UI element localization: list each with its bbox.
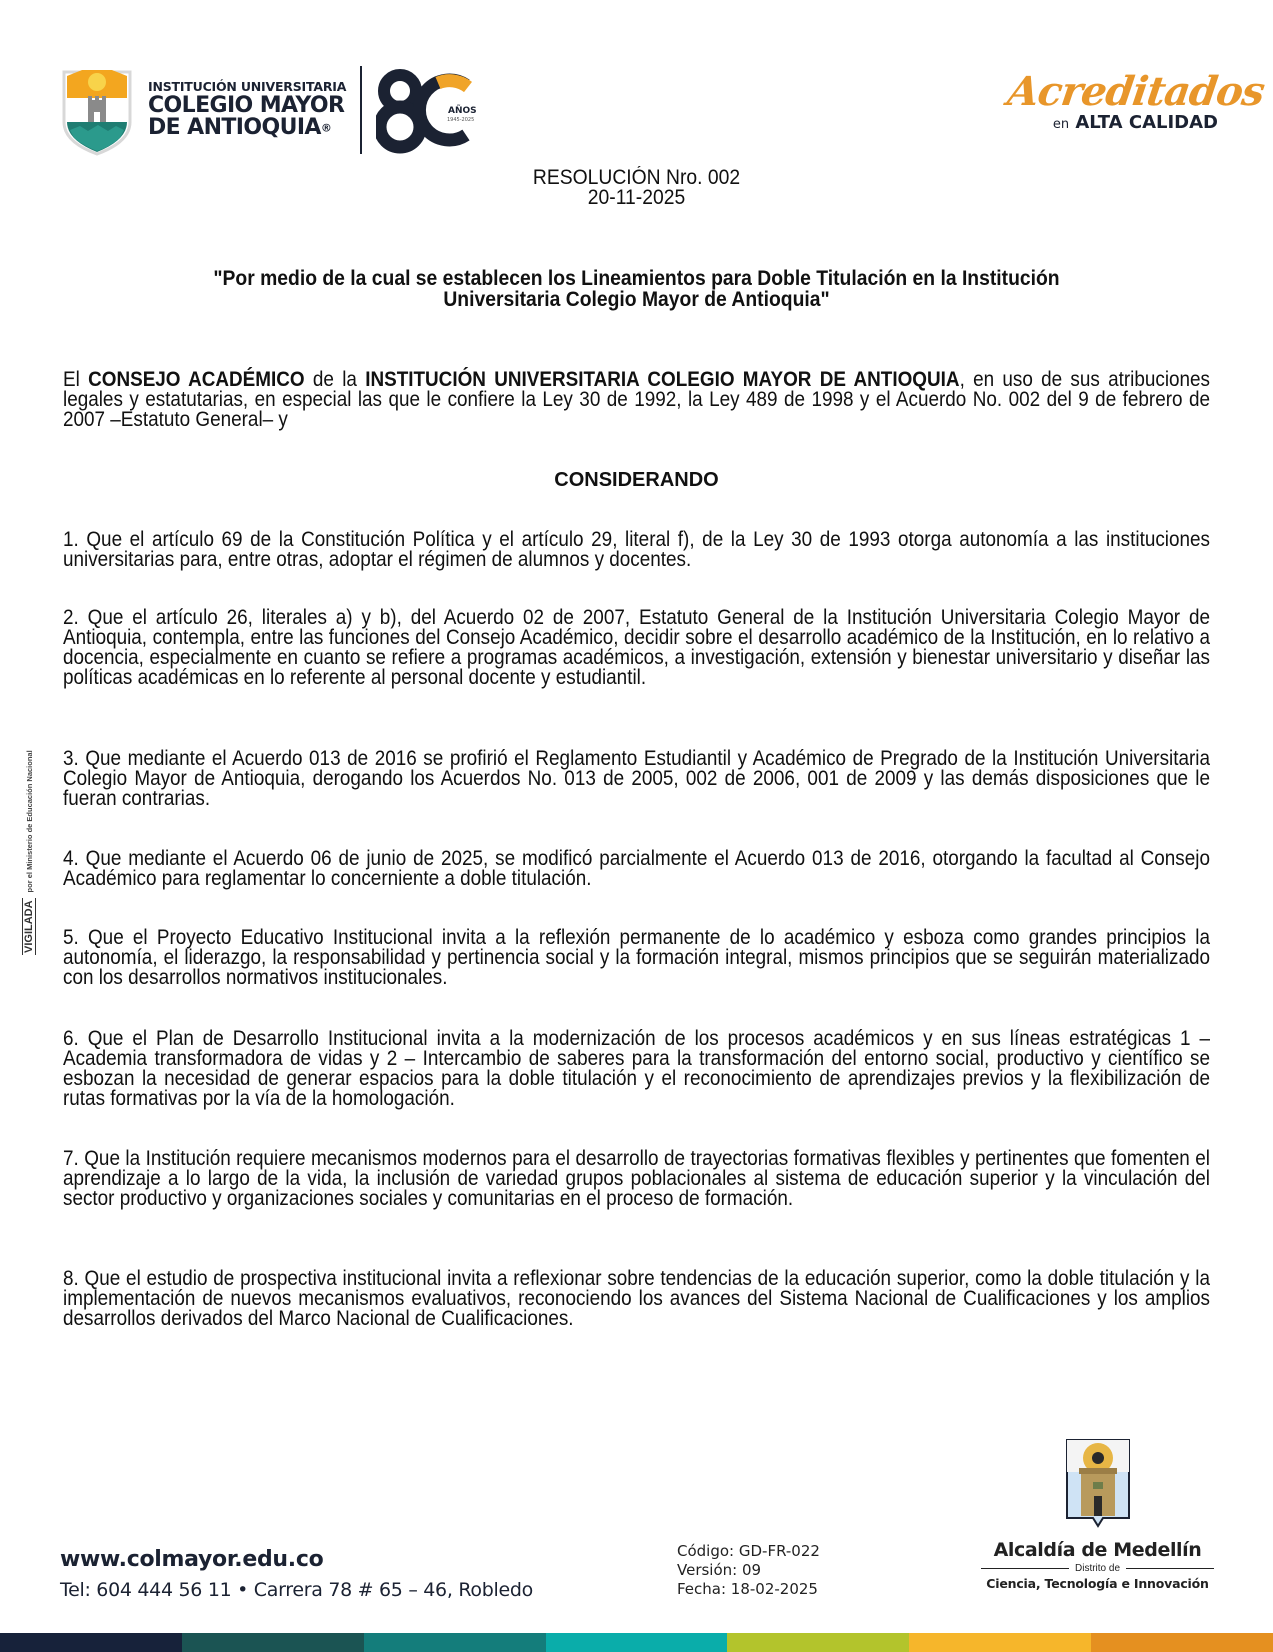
distrito-text: Distrito de <box>1075 1563 1121 1574</box>
resolution-header <box>51 168 1222 208</box>
footer-color-bar <box>0 1633 1273 1652</box>
consideration-1: 1. Que el artículo 69 de la Constitución Política y el artículo 29, literal f), de la Ley 30 de 1993 otorga autonomía a las instituciones universitarias para, entre otras, adoptar el régimen de alumnos y docentes. <box>63 528 1210 571</box>
registered-mark: ® <box>320 121 332 135</box>
divider-line <box>981 1568 1069 1569</box>
consideration-7: 7. Que la Institución requiere mecanismos modernos para el desarrollo de trayectorias formativas flexibles y pertinentes que fomenten el aprendizaje a lo largo de la vida, la inclusión de variedad grupos poblacionales al sistema de educación superior y la vinculación del sector productivo y organizaciones sociales y comunitarias en el proceso de formación. <box>63 1147 1210 1210</box>
resolution-title: RESOLUCIÓN Nro. 002 <box>532 166 741 189</box>
consideration-5: 5. Que el Proyecto Educativo Institucional invita a la reflexión permanente de lo académico y esboza como grandes principios la autonomía, el liderazgo, la responsabilidad y pertinencia social y la formación integral, mismos principios que se seguirán materializado con los desarrollos normativos institucionales. <box>63 926 1210 989</box>
consideration-3: 3. Que mediante el Acuerdo 013 de 2016 se profirió el Reglamento Estudiantil y Académico de Pregrado de la Institución Universitaria Colegio Mayor de Antioquia, derogando los Acuerdos No. 013 de 2005, 002 de 2006, 001 de 2009 y las demás disposiciones que le fueran contrarias. <box>63 747 1210 810</box>
accreditation-logo <box>1004 68 1268 152</box>
resolution-date: 20-11-2025 <box>587 186 686 209</box>
institution-logo <box>58 62 488 158</box>
intro-bold-consejo: CONSEJO ACADÉMICO <box>88 368 305 391</box>
intro-bold-institution: INSTITUCIÓN UNIVERSITARIA COLEGIO MAYOR DE ANTIOQUIA <box>365 368 960 391</box>
consideration-2: 2. Que el artículo 26, literales a) y b), del Acuerdo 02 de 2007, Estatuto General de la Institución Universitaria Colegio Mayor de Antioquia, contempla, entre las funciones del Consejo Académico, decidir sobre el desarrollo académico de la Institución, en lo relativo a docencia, especialmente en cuanto se refiere a programas académicos, a investigación, extensión y bienestar universitario y diseñar las políticas académicas en lo referente al personal docente y estudiantil. <box>63 606 1210 689</box>
intro-part1: El <box>63 368 89 391</box>
subject-line-2: Universitaria Colegio Mayor de Antioquia" <box>443 288 830 311</box>
accreditation-script: Acreditados <box>1004 68 1268 115</box>
intro-part2: de la <box>304 368 366 391</box>
intro-part3: , en uso de sus atribuciones legales y estatutarias, en especial las que le confiere la Ley 30 de 1992, la Ley 489 de 1998 y el Acuerdo No. 002 del 9 de febrero de 2007 –Estatuto General– y <box>63 368 1211 431</box>
color-stripe-6 <box>909 1633 1091 1652</box>
vigilada-label: VIGILADA <box>23 900 35 953</box>
medellin-crest-icon <box>1063 1438 1133 1530</box>
consideration-4: 4. Que mediante el Acuerdo 06 de junio de 2025, se modificó parcialmente el Acuerdo 013 de 2016, otorgando la facultad al Consejo Académico para reglamentar lo concerniente a doble titulación. <box>63 847 1210 890</box>
intro-paragraph <box>63 370 1210 430</box>
accreditation-prefix: en <box>1052 117 1070 132</box>
consideration-6: 6. Que el Plan de Desarrollo Institucional invita a la modernización de los procesos académicos y en sus líneas estratégicas 1 – Academia transformadora de vidas y 2 – Intercambio de saberes para la transformación del entorno social, productivo y científico se esbozan la necesidad de generar espacios para la doble titulación y el reconocimiento de aprendizajes previos y la flexibilización de rutas formativas por la vía de la homologación. <box>63 1027 1210 1110</box>
anniversary-label: AÑOS <box>448 106 477 116</box>
logo-divider <box>360 66 362 154</box>
footer-website-link[interactable]: www.colmayor.edu.co <box>60 1547 324 1572</box>
accreditation-subtitle <box>1008 114 1218 132</box>
institution-line3-text: DE ANTIOQUIA <box>148 115 321 141</box>
doc-code: Código: GD-FR-022 <box>677 1542 820 1560</box>
shield-icon <box>58 64 136 156</box>
accreditation-label: ALTA CALIDAD <box>1075 112 1218 133</box>
vigilada-text: por el Ministerio de Educación Nacional <box>24 750 34 893</box>
color-stripe-2 <box>182 1633 364 1652</box>
alcaldia-distrito <box>975 1563 1220 1574</box>
subject-line-1: "Por medio de la cual se establecen los Lineamientos para Doble Titulación en la Institución <box>213 267 1060 290</box>
anniversary-years: 1945-2025 <box>447 117 475 123</box>
consideration-8: 8. Que el estudio de prospectiva institucional invita a reflexionar sobre tendencias de la educación superior, como la doble titulación y la implementación de nuevos mecanismos evaluativos, reconociendo los avances del Sistema Nacional de Cualificaciones y los amplios desarrollos derivados del Marco Nacional de Cualificaciones. <box>63 1267 1210 1330</box>
institution-line3 <box>148 117 346 139</box>
considerando-heading: CONSIDERANDO <box>554 469 719 491</box>
institution-line2: COLEGIO MAYOR <box>148 93 345 119</box>
doc-date: Fecha: 18-02-2025 <box>677 1580 818 1598</box>
color-stripe-7 <box>1091 1633 1273 1652</box>
anniversary-80-logo <box>376 65 486 155</box>
document-control-info <box>677 1542 820 1599</box>
alcaldia-tagline: Ciencia, Tecnología e Innovación <box>986 1576 1209 1591</box>
color-stripe-5 <box>727 1633 909 1652</box>
color-stripe-4 <box>546 1633 728 1652</box>
institution-line1: INSTITUCIÓN UNIVERSITARIA <box>148 78 347 94</box>
divider-line <box>1126 1568 1214 1569</box>
color-stripe-3 <box>364 1633 546 1652</box>
footer-contact: Tel: 604 444 56 11 • Carrera 78 # 65 – 46, Robledo <box>60 1579 533 1601</box>
doc-version: Versión: 09 <box>677 1561 762 1579</box>
alcaldia-logo <box>975 1438 1220 1591</box>
document-subject <box>125 268 1149 310</box>
vigilada-notice <box>22 700 48 955</box>
color-stripe-1 <box>0 1633 182 1652</box>
alcaldia-name: Alcaldía de Medellín <box>993 1539 1202 1561</box>
institution-name <box>148 78 347 141</box>
